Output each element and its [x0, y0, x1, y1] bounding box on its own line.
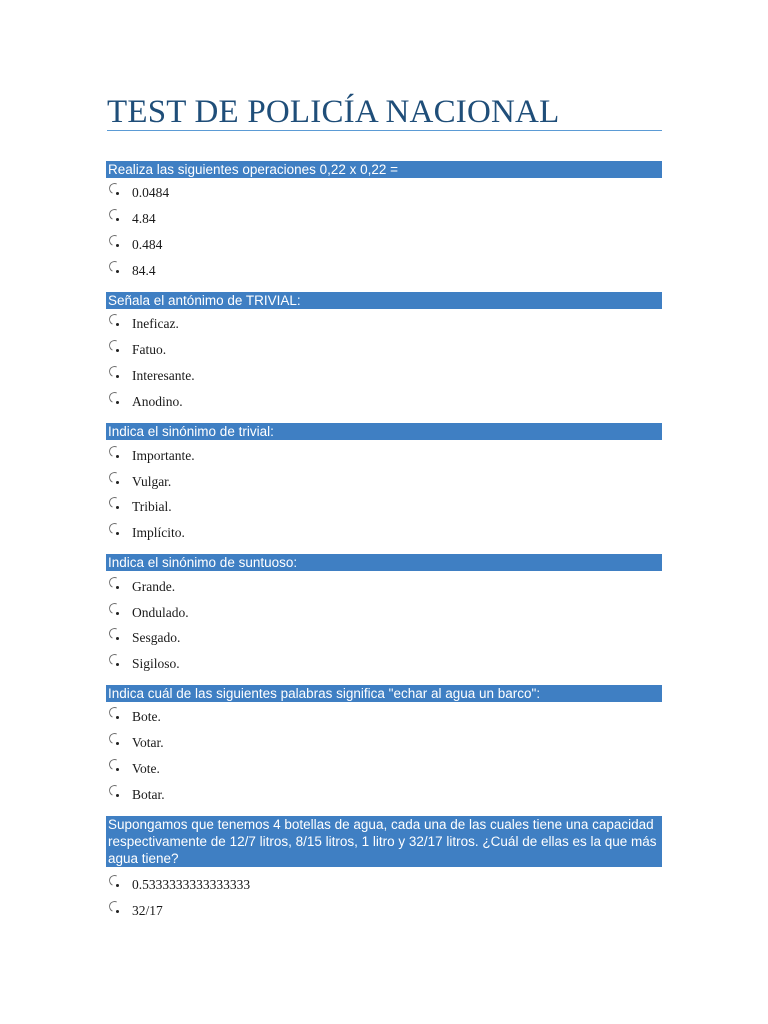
option-label: Votar. — [132, 735, 164, 750]
question-5-option-4[interactable] — [108, 784, 165, 806]
option-label: Grande. — [132, 579, 176, 594]
option-label: 84.4 — [132, 263, 156, 278]
radio-icon[interactable] — [108, 522, 122, 536]
question-6-option-2[interactable] — [108, 900, 163, 922]
option-label: Vulgar. — [132, 474, 172, 489]
title-underline — [107, 130, 662, 131]
option-label: Tribial. — [132, 499, 172, 514]
radio-icon[interactable] — [108, 784, 122, 798]
radio-icon[interactable] — [108, 627, 122, 641]
question-4-option-1[interactable] — [108, 576, 175, 598]
page-title: TEST DE POLICÍA NACIONAL — [107, 94, 560, 130]
question-2-option-1[interactable] — [108, 313, 179, 335]
question-4-option-4[interactable] — [108, 653, 180, 675]
option-label: Ondulado. — [132, 605, 189, 620]
option-label: 0.484 — [132, 237, 163, 252]
radio-icon[interactable] — [108, 391, 122, 405]
question-3-option-2[interactable] — [108, 471, 171, 493]
radio-icon[interactable] — [108, 445, 122, 459]
radio-icon[interactable] — [108, 732, 122, 746]
radio-icon[interactable] — [108, 758, 122, 772]
option-label: Anodino. — [132, 394, 183, 409]
question-6-banner: Supongamos que tenemos 4 botellas de agua, cada una de las cuales tiene una capacidad respectivamente de 12/7 litros, 8/15 litros, 1 litro y 32/17 litros. ¿Cuál de ellas es la que más agua tiene? — [106, 816, 662, 867]
option-label: 0.0484 — [132, 185, 170, 200]
question-1-option-1[interactable] — [108, 182, 169, 204]
option-label: Vote. — [132, 761, 160, 776]
option-label: Sesgado. — [132, 630, 181, 645]
option-label: 32/17 — [132, 903, 163, 918]
question-3-banner: Indica el sinónimo de trivial: — [106, 423, 662, 440]
radio-icon[interactable] — [108, 234, 122, 248]
question-2-option-4[interactable] — [108, 391, 183, 413]
radio-icon[interactable] — [108, 339, 122, 353]
question-3-option-4[interactable] — [108, 522, 185, 544]
option-label: Bote. — [132, 709, 161, 724]
question-1-option-3[interactable] — [108, 234, 162, 256]
question-1-banner: Realiza las siguientes operaciones 0,22 x 0,22 = — [106, 161, 662, 178]
question-3-option-1[interactable] — [108, 445, 195, 467]
radio-icon[interactable] — [108, 182, 122, 196]
radio-icon[interactable] — [108, 602, 122, 616]
radio-icon[interactable] — [108, 496, 122, 510]
option-label: Importante. — [132, 448, 195, 463]
question-1-option-2[interactable] — [108, 208, 156, 230]
radio-icon[interactable] — [108, 471, 122, 485]
question-2-banner: Señala el antónimo de TRIVIAL: — [106, 292, 662, 309]
option-label: Botar. — [132, 787, 165, 802]
question-5-banner: Indica cuál de las siguientes palabras significa "echar al agua un barco": — [106, 685, 662, 702]
radio-icon[interactable] — [108, 260, 122, 274]
radio-icon[interactable] — [108, 365, 122, 379]
option-label: Sigiloso. — [132, 656, 180, 671]
option-label: 0.5333333333333333 — [132, 877, 251, 892]
question-2-option-3[interactable] — [108, 365, 195, 387]
option-label: Interesante. — [132, 368, 195, 383]
question-6-option-1[interactable] — [108, 874, 250, 896]
option-label: Ineficaz. — [132, 316, 179, 331]
option-label: 4.84 — [132, 211, 156, 226]
question-5-option-2[interactable] — [108, 732, 164, 754]
radio-icon[interactable] — [108, 874, 122, 888]
option-label: Implícito. — [132, 525, 185, 540]
question-4-option-2[interactable] — [108, 602, 189, 624]
question-4-option-3[interactable] — [108, 627, 180, 649]
radio-icon[interactable] — [108, 706, 122, 720]
question-5-option-3[interactable] — [108, 758, 160, 780]
question-3-option-3[interactable] — [108, 496, 172, 518]
radio-icon[interactable] — [108, 900, 122, 914]
question-5-option-1[interactable] — [108, 706, 161, 728]
radio-icon[interactable] — [108, 313, 122, 327]
radio-icon[interactable] — [108, 208, 122, 222]
question-4-banner: Indica el sinónimo de suntuoso: — [106, 554, 662, 571]
option-label: Fatuo. — [132, 342, 167, 357]
radio-icon[interactable] — [108, 576, 122, 590]
question-1-option-4[interactable] — [108, 260, 156, 282]
question-2-option-2[interactable] — [108, 339, 166, 361]
radio-icon[interactable] — [108, 653, 122, 667]
